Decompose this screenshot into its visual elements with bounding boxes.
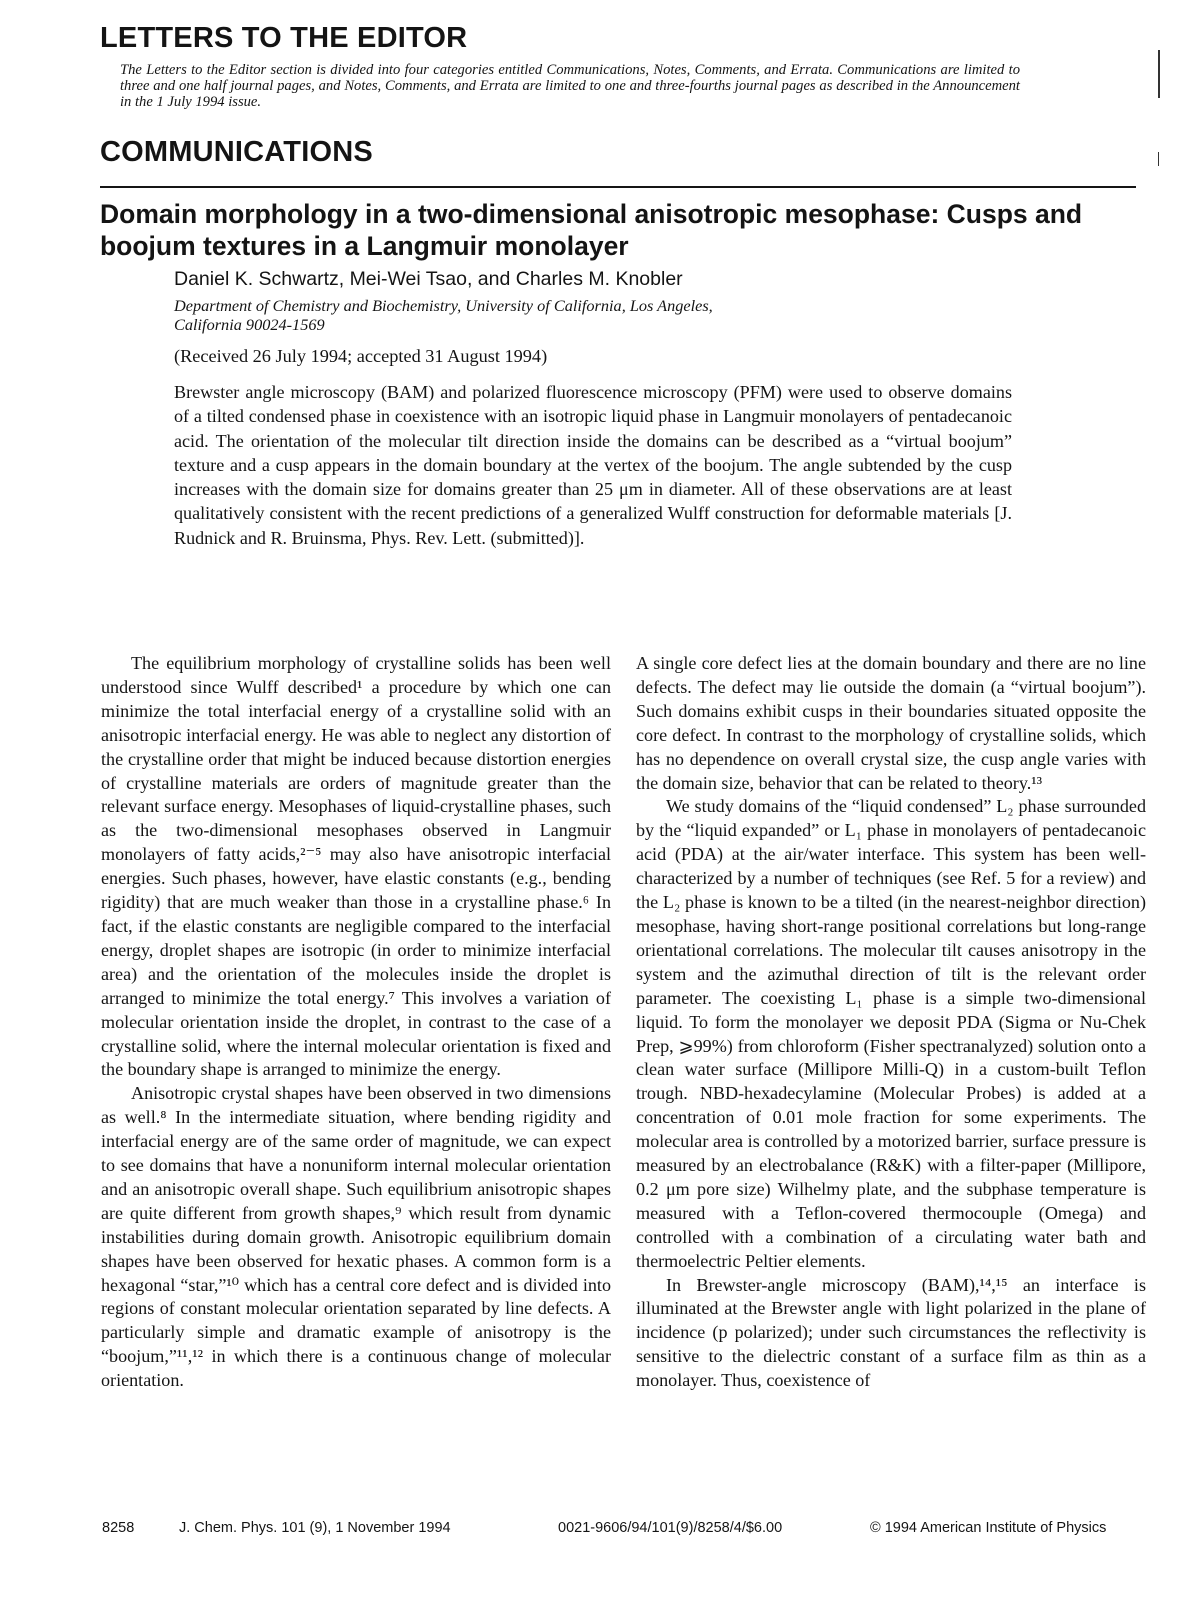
section-heading: LETTERS TO THE EDITOR bbox=[100, 22, 468, 54]
page-number: 8258 bbox=[102, 1520, 135, 1536]
subsection-heading: COMMUNICATIONS bbox=[100, 136, 373, 168]
copyright: © 1994 American Institute of Physics bbox=[870, 1520, 1107, 1536]
article-title: Domain morphology in a two-dimensional anisotropic mesophase: Cusps and boojum textures in a Langmuir monolayer bbox=[100, 199, 1083, 261]
body-paragraph: Anisotropic crystal shapes have been observed in two dimensions as well.⁸ In the intermediate situation, where bending rigidity and interfacial energy are of the same order of magnitude, we can expect to see domains that have a nonuniform internal molecular orientation and an anisotropic overall shape. Such equilibrium anisotropic shapes are quite different from growth shapes,⁹ which result from dynamic instabilities during domain growth. Anisotropic equilibrium domain shapes have been observed for hexatic phases. A common form is a hexagonal “star,”¹⁰ which has a central core defect and is divided into regions of constant molecular orientation separated by line defects. A particularly simple and dramatic example of anisotropy is the “boojum,”¹¹,¹² in which there is a continuous change of molecular orientation. bbox=[101, 1083, 611, 1391]
right-column bbox=[636, 652, 1146, 1393]
scan-margin-mark bbox=[1158, 50, 1160, 98]
article-code: 0021-9606/94/101(9)/8258/4/$6.00 bbox=[558, 1520, 783, 1536]
author-list: Daniel K. Schwartz, Mei-Wei Tsao, and Charles M. Knobler bbox=[174, 268, 683, 290]
left-column bbox=[101, 652, 611, 1393]
received-dates: (Received 26 July 1994; accepted 31 August 1994) bbox=[174, 346, 548, 366]
body-paragraph: The equilibrium morphology of crystalline solids has been well understood since Wulff described¹ a procedure by which one can minimize the total interfacial energy of a crystalline solid with an anisotropic interfacial energy. He was able to neglect any distortion of the crystalline order that might be induced because distortion energies of crystalline materials are orders of magnitude greater than the relevant surface energy. Mesophases of liquid-crystalline phases, such as the two-dimensional mesophases observed in Langmuir monolayers of fatty acids,²⁻⁵ may also have anisotropic interfacial energies. Such phases, however, have elastic constants (e.g., bending rigidity) that are much weaker than those in a crystalline phase.⁶ In fact, if the elastic constants are negligible compared to the interfacial energy, droplet shapes are isotropic (in order to minimize interfacial area) and the orientation of the molecules inside the droplet is arranged to minimize the total energy.⁷ This involves a variation of molecular orientation inside the droplet, in contrast to the case of a crystalline solid, where the internal molecular orientation is fixed and the boundary shape is arranged to minimize the energy. bbox=[101, 653, 611, 1080]
affiliation-line: Department of Chemistry and Biochemistry, University of California, Los Angeles, bbox=[174, 296, 713, 315]
affiliation-line: California 90024-1569 bbox=[174, 315, 325, 334]
heading-rule bbox=[100, 186, 1136, 188]
body-paragraph: We study domains of the “liquid condensed” L₂ phase surrounded by the “liquid expanded” or L₁ phase in monolayers of pentadecanoic acid (PDA) at the air/water interface. This system has been well-characterized by a number of techniques (see Ref. 5 for a review) and the L₂ phase is known to be a tilted (in the nearest-neighbor direction) mesophase, having short-range positional correlations but long-range orientational correlations. The molecular tilt causes anisotropy in the system and the azimuthal direction of tilt is the relevant order parameter. The coexisting L₁ phase is a simple two-dimensional liquid. To form the monolayer we deposit PDA (Sigma or Nu-Chek Prep, ⩾99%) from chloroform (Fisher spectranalyzed) solution onto a clean water surface (Millipore Milli-Q) in a custom-built Teflon trough. NBD-hexadecylamine (Molecular Probes) is added at a concentration of 0.01 mole fraction for some experiments. The molecular area is controlled by a motorized barrier, surface pressure is measured by an electrobalance (R&K) with a filter-paper (Millipore, 0.2 μm pore size) Wilhelmy plate, and the subphase temperature is measured with a Teflon-covered thermocouple (Omega) and controlled with a combination of a circulating water bath and thermoelectric Peltier elements. bbox=[636, 796, 1146, 1271]
affiliation bbox=[174, 296, 894, 334]
journal-citation: J. Chem. Phys. 101 (9), 1 November 1994 bbox=[179, 1520, 451, 1536]
section-note: The Letters to the Editor section is divided into four categories entitled Communications, Notes, Comments, and Errata. Communications are limited to three and one half journal pages, and Notes, Comments, and Errata are limited to one and three-fourths journal pages as described in the Announcement in the 1 July 1994 issue. bbox=[120, 62, 1020, 110]
abstract: Brewster angle microscopy (BAM) and polarized fluorescence microscopy (PFM) were used to observe domains of a tilted condensed phase in coexistence with an isotropic liquid phase in Langmuir monolayers of pentadecanoic acid. The orientation of the molecular tilt direction inside the domains can be described as a “virtual boojum” texture and a cusp appears in the domain boundary at the vertex of the boojum. The angle subtended by the cusp increases with the domain size for domains greater than 25 μm in diameter. All of these observations are at least qualitatively consistent with the recent predictions of a generalized Wulff construction for deformable materials [J. Rudnick and R. Bruinsma, Phys. Rev. Lett. (submitted)]. bbox=[174, 382, 1012, 548]
body-paragraph: In Brewster-angle microscopy (BAM),¹⁴,¹⁵ an interface is illuminated at the Brewster angle with light polarized in the plane of incidence (p polarized); under such circumstances the reflectivity is sensitive to the dielectric constant of a surface film as thin as a monolayer. Thus, coexistence of bbox=[636, 1274, 1146, 1391]
scan-margin-mark bbox=[1158, 152, 1159, 166]
body-paragraph: A single core defect lies at the domain boundary and there are no line defects. The defect may lie outside the domain (a “virtual boojum”). Such domains exhibit cusps in their boundaries situated opposite the core defect. In contrast to the morphology of crystalline solids, which has no dependence on overall crystal size, the cusp angle varies with the domain size, behavior that can be related to theory.¹³ bbox=[636, 653, 1146, 793]
